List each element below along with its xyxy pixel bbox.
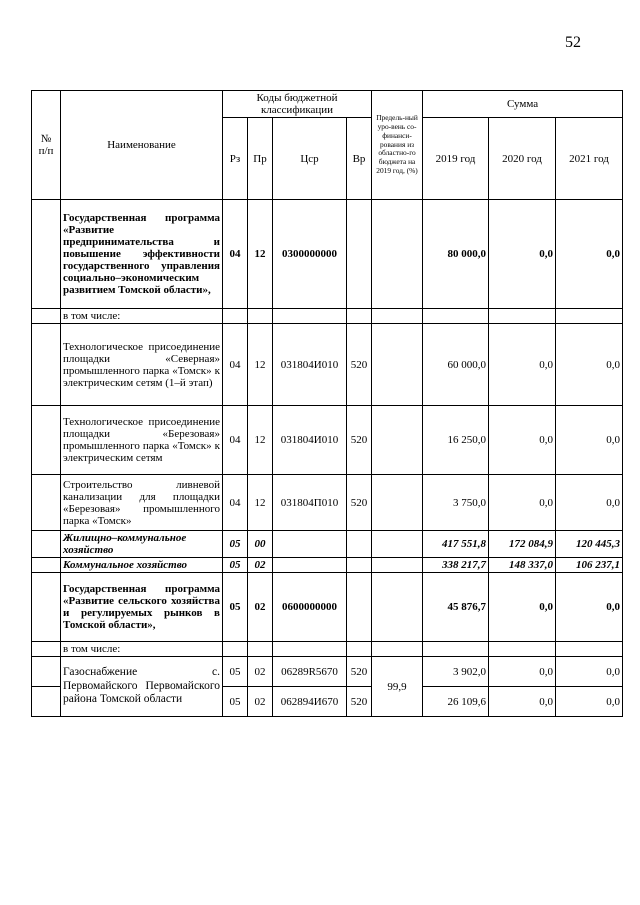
cell-2021: 106 237,1: [556, 558, 623, 573]
cell-rz: 05: [223, 573, 248, 642]
cell-name: в том числе:: [61, 642, 223, 657]
cell-csr: 031804И010: [273, 324, 347, 406]
cell-limit: [372, 309, 423, 324]
cell-limit: [372, 475, 423, 531]
cell-2019: 3 750,0: [423, 475, 489, 531]
cell-num: [32, 558, 61, 573]
cell-2021: [556, 309, 623, 324]
cell-2019: [423, 642, 489, 657]
cell-rz: 04: [223, 475, 248, 531]
cell-vr: [347, 573, 372, 642]
cell-csr: [273, 531, 347, 558]
cell-num: [32, 531, 61, 558]
cell-name: Коммунальное хозяйство: [61, 558, 223, 573]
cell-pr: 02: [248, 657, 273, 687]
cell-limit: [372, 406, 423, 475]
cell-pr: 02: [248, 687, 273, 717]
cell-num: [32, 573, 61, 642]
cell-limit: [372, 558, 423, 573]
cell-vr: 520: [347, 687, 372, 717]
cell-num: [32, 309, 61, 324]
cell-rz: 04: [223, 200, 248, 309]
cell-num: [32, 687, 61, 717]
cell-pr: 00: [248, 531, 273, 558]
cell-vr: 520: [347, 406, 372, 475]
table-row: [32, 657, 623, 687]
header-name: Наименование: [61, 91, 223, 200]
cell-limit: 99,9: [372, 657, 423, 717]
cell-limit: [372, 200, 423, 309]
cell-csr: 0600000000: [273, 573, 347, 642]
cell-2019: 60 000,0: [423, 324, 489, 406]
header-pr: Пр: [248, 118, 273, 200]
cell-2019: 16 250,0: [423, 406, 489, 475]
cell-csr: 06289R5670: [273, 657, 347, 687]
cell-vr: 520: [347, 324, 372, 406]
cell-2019: 45 876,7: [423, 573, 489, 642]
cell-name: Технологическое присоединение площадки «Северная» промышленного парка «Томск» к электрическим сетям (1–й этап): [61, 324, 223, 406]
table-row: [32, 642, 623, 657]
cell-csr: [273, 642, 347, 657]
cell-pr: 12: [248, 475, 273, 531]
cell-pr: 12: [248, 324, 273, 406]
cell-2020: 148 337,0: [489, 558, 556, 573]
cell-2020: 172 084,9: [489, 531, 556, 558]
cell-2021: 0,0: [556, 406, 623, 475]
cell-limit: [372, 573, 423, 642]
table-row: [32, 558, 623, 573]
cell-name: Технологическое присоединение площадки «Березовая» промышленного парка «Томск» к электрическим сетям: [61, 406, 223, 475]
cell-rz: 05: [223, 558, 248, 573]
page-number: 52: [565, 34, 581, 51]
cell-num: [32, 200, 61, 309]
cell-2020: 0,0: [489, 324, 556, 406]
header-vr: Вр: [347, 118, 372, 200]
cell-num: [32, 642, 61, 657]
cell-2020: 0,0: [489, 475, 556, 531]
table-row: [32, 309, 623, 324]
header-codes: Коды бюджетной классификации: [223, 91, 372, 118]
cell-2020: 0,0: [489, 200, 556, 309]
cell-2020: 0,0: [489, 406, 556, 475]
cell-2020: 0,0: [489, 657, 556, 687]
cell-csr: [273, 309, 347, 324]
header-limit: Предель-ный уро-вень со-финанси-рования из областно-го бюджета на 2019 год, (%): [372, 91, 423, 200]
cell-pr: [248, 642, 273, 657]
header-csr: Цср: [273, 118, 347, 200]
cell-name: Строительство ливневой канализации для площадки «Березовая» промышленного парка «Томск»: [61, 475, 223, 531]
cell-2021: 0,0: [556, 200, 623, 309]
cell-num: [32, 657, 61, 687]
cell-name: Жилищно–коммунальное хозяйство: [61, 531, 223, 558]
cell-rz: 05: [223, 531, 248, 558]
cell-2019: 80 000,0: [423, 200, 489, 309]
cell-name: Государственная программа «Развитие сельского хозяйства и регулируемых рынков в Томской области»,: [61, 573, 223, 642]
cell-csr: 062894И670: [273, 687, 347, 717]
cell-num: [32, 406, 61, 475]
cell-2021: 120 445,3: [556, 531, 623, 558]
cell-csr: 0300000000: [273, 200, 347, 309]
header-num: № п/п: [32, 91, 61, 200]
cell-csr: 031804П010: [273, 475, 347, 531]
cell-rz: 04: [223, 324, 248, 406]
cell-2020: 0,0: [489, 687, 556, 717]
cell-rz: 04: [223, 406, 248, 475]
cell-2019: 26 109,6: [423, 687, 489, 717]
cell-rz: 05: [223, 687, 248, 717]
table-row: [32, 531, 623, 558]
cell-num: [32, 475, 61, 531]
header-2021: 2021 год: [556, 118, 623, 200]
cell-limit: [372, 642, 423, 657]
header-2020: 2020 год: [489, 118, 556, 200]
cell-pr: 12: [248, 406, 273, 475]
cell-csr: 031804И010: [273, 406, 347, 475]
cell-2019: [423, 309, 489, 324]
header-rz: Рз: [223, 118, 248, 200]
cell-2021: 0,0: [556, 573, 623, 642]
cell-pr: 02: [248, 573, 273, 642]
cell-2021: 0,0: [556, 324, 623, 406]
cell-2020: [489, 642, 556, 657]
cell-vr: [347, 642, 372, 657]
cell-vr: [347, 309, 372, 324]
header-2019: 2019 год: [423, 118, 489, 200]
cell-2019: 338 217,7: [423, 558, 489, 573]
budget-table: [31, 90, 623, 717]
cell-limit: [372, 531, 423, 558]
cell-name: Газоснабжение с. Первомайского Первомайского района Томской области: [61, 657, 223, 717]
cell-2019: 3 902,0: [423, 657, 489, 687]
table-header-row: [32, 91, 623, 118]
table-row: [32, 200, 623, 309]
header-sum: Сумма: [423, 91, 623, 118]
cell-csr: [273, 558, 347, 573]
cell-pr: 02: [248, 558, 273, 573]
table-row: [32, 324, 623, 406]
cell-2019: 417 551,8: [423, 531, 489, 558]
cell-pr: [248, 309, 273, 324]
cell-limit: [372, 324, 423, 406]
cell-rz: 05: [223, 657, 248, 687]
table-row: [32, 573, 623, 642]
cell-rz: [223, 309, 248, 324]
table-row: [32, 406, 623, 475]
cell-num: [32, 324, 61, 406]
cell-vr: [347, 200, 372, 309]
cell-vr: [347, 531, 372, 558]
cell-2021: 0,0: [556, 687, 623, 717]
cell-2021: 0,0: [556, 657, 623, 687]
cell-pr: 12: [248, 200, 273, 309]
cell-2021: [556, 642, 623, 657]
cell-rz: [223, 642, 248, 657]
cell-2020: [489, 309, 556, 324]
cell-2020: 0,0: [489, 573, 556, 642]
cell-2021: 0,0: [556, 475, 623, 531]
cell-name: в том числе:: [61, 309, 223, 324]
cell-vr: 520: [347, 657, 372, 687]
table-row: [32, 475, 623, 531]
cell-vr: 520: [347, 475, 372, 531]
cell-vr: [347, 558, 372, 573]
cell-name: Государственная программа «Развитие предпринимательства и повышение эффективности государственного управления социально–экономическим развитием Томской области»,: [61, 200, 223, 309]
